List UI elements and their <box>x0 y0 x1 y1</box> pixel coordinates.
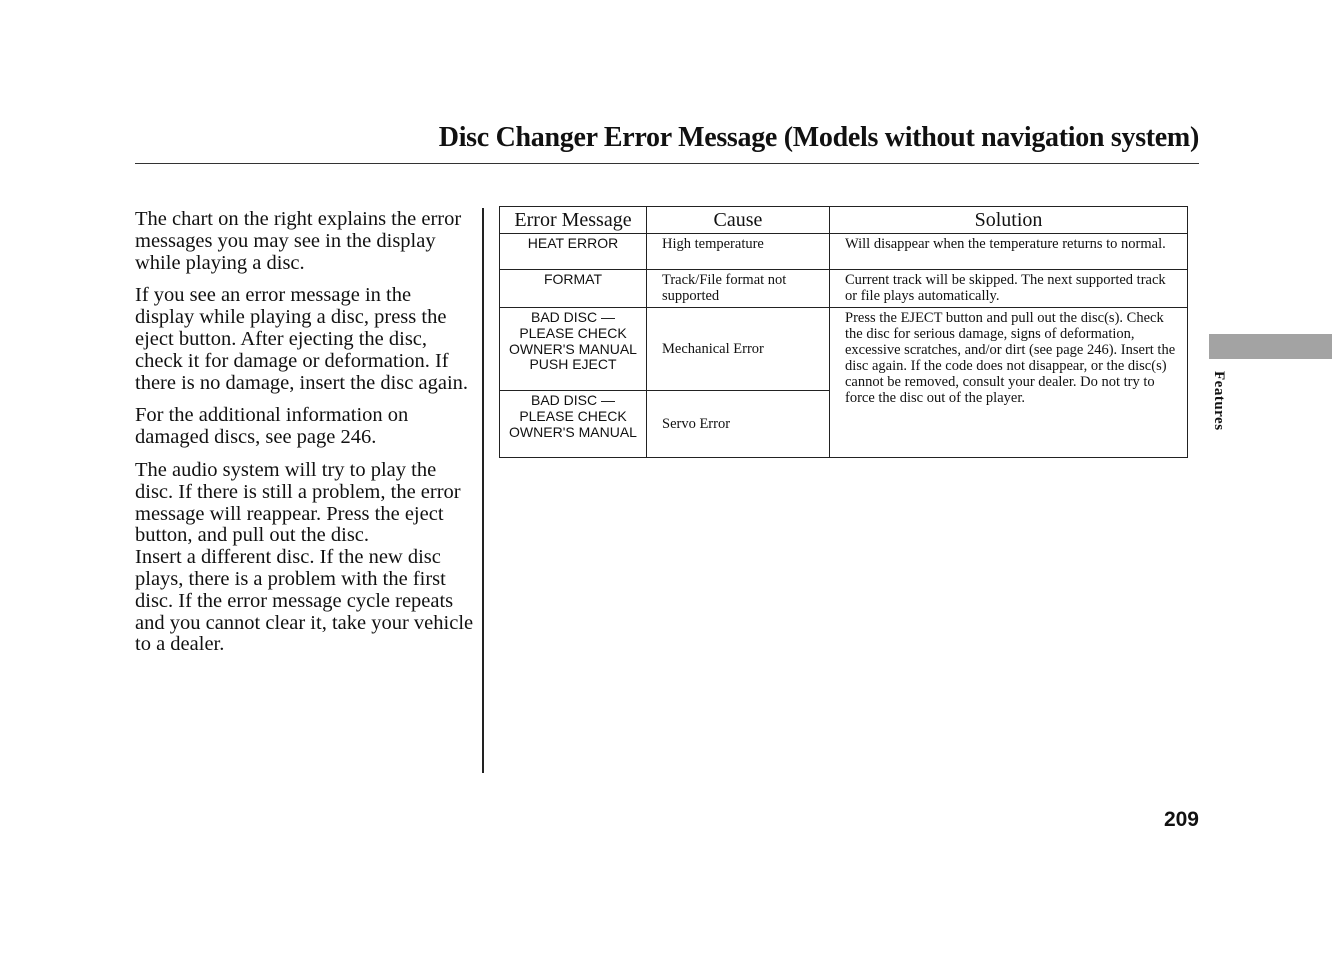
paragraph-different-disc: Insert a different disc. If the new disc plays, there is a problem with the first disc. If the error message cycle repeats and you cannot clear it, take your vehicle to a dealer. <box>135 546 474 656</box>
header-error-message: Error Message <box>500 207 647 234</box>
cause-cell: Track/File format not supported <box>647 270 830 308</box>
paragraph-damaged-discs: For the additional information on damaged discs, see page 246. <box>135 404 409 449</box>
table-header-row <box>500 207 1188 234</box>
section-tab <box>1209 334 1332 359</box>
paragraph-chart-intro: The chart on the right explains the error messages you may see in the display while playing a disc. <box>135 208 462 274</box>
table-row <box>500 234 1188 270</box>
paragraph-eject-instructions: If you see an error message in the display while playing a disc, press the eject button. After ejecting the disc, check it for damage or deformation. If there is no damage, insert the disc again. <box>135 284 469 394</box>
error-message-cell: BAD DISC — PLEASE CHECK OWNER'S MANUAL PUSH EJECT <box>500 308 647 391</box>
cause-cell: Servo Error <box>647 391 830 458</box>
cause-cell: High temperature <box>647 234 830 270</box>
body-text <box>135 209 475 667</box>
header-solution: Solution <box>830 207 1188 234</box>
error-message-cell: BAD DISC — PLEASE CHECK OWNER'S MANUAL <box>500 391 647 458</box>
title-rule <box>135 163 1199 164</box>
error-message-cell: FORMAT <box>500 270 647 308</box>
table-row <box>500 308 1188 391</box>
table-row <box>500 270 1188 308</box>
error-message-cell: HEAT ERROR <box>500 234 647 270</box>
error-message-table <box>499 206 1188 458</box>
column-divider <box>482 208 484 773</box>
cause-cell: Mechanical Error <box>647 308 830 391</box>
page-number: 209 <box>1163 808 1199 831</box>
solution-cell: Will disappear when the temperature returns to normal. <box>830 234 1188 270</box>
page-title: Disc Changer Error Message (Models without navigation system) <box>438 122 1199 153</box>
paragraph-retry: The audio system will try to play the disc. If there is still a problem, the error message will reappear. Press the eject button, and pull out the disc. <box>135 458 461 547</box>
header-cause: Cause <box>647 207 830 234</box>
section-tab-label: Features <box>1211 371 1227 431</box>
solution-cell: Current track will be skipped. The next supported track or file plays automatically. <box>830 270 1188 308</box>
solution-cell: Press the EJECT button and pull out the disc(s). Check the disc for serious damage, signs of deformation, excessive scratches, and/or dirt (see page 246). Insert the disc again. If the code does not disappear, or the disc(s) cannot be removed, consult your dealer. Do not try to force the disc out of the player. <box>830 308 1188 458</box>
